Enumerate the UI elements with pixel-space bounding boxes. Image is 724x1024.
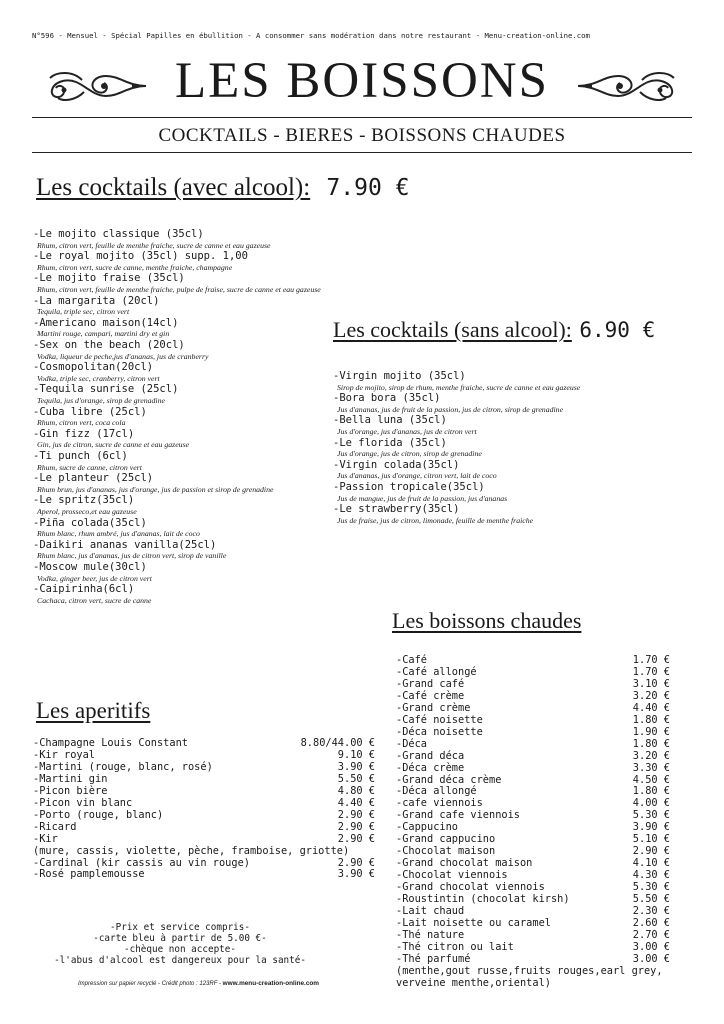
price-row-price: 5.50 € — [632, 893, 670, 906]
menu-item-description: Sirop de mojito, sirop de rhum, menthe fraiche, sucre de canne et eau gazeuse — [337, 382, 581, 392]
menu-item-name: -Americano maison(14cl) — [33, 316, 179, 329]
menu-item — [333, 437, 580, 459]
menu-item — [33, 450, 321, 472]
note-line: (menthe,gout russe,fruits rouges,earl grey, — [396, 965, 663, 977]
footer-line: -Prix et service compris- — [110, 922, 250, 933]
boissons-chaudes-note — [396, 966, 663, 990]
menu-item — [33, 361, 321, 383]
menu-item-name: -Sex on the beach (20cl) — [33, 339, 185, 352]
menu-item-name: -Virgin colada(35cl) — [333, 458, 460, 471]
price-row-price: 1.90 € — [632, 725, 670, 738]
price-row-name: -Champagne Louis Constant — [33, 737, 188, 749]
price-row-price: 3.30 € — [632, 761, 670, 774]
price-row-name: -Thé nature — [396, 928, 465, 941]
footer-line: -l'abus d'alcool est dangereux pour la santé- — [54, 955, 306, 966]
menu-item-name: -Virgin mojito (35cl) — [333, 370, 466, 382]
price-row-name: -Café — [396, 654, 427, 666]
price-row-price: 2.30 € — [632, 905, 670, 918]
price-row-name: -Déca allongé — [396, 785, 477, 798]
menu-item — [33, 228, 321, 250]
menu-item-name: -La margarita (20cl) — [33, 294, 160, 307]
cocktails-alcool-list — [33, 228, 321, 605]
menu-item — [33, 561, 321, 583]
menu-item — [333, 370, 580, 392]
price-row-name: -cafe viennois — [396, 797, 483, 810]
price-row — [396, 763, 670, 775]
boissons-chaudes-list — [396, 655, 670, 966]
menu-item — [33, 339, 321, 361]
divider-bottom — [32, 152, 692, 153]
price-row-name: -Grand cappucino — [396, 833, 496, 846]
menu-item-name: -Gin fizz (17cl) — [33, 427, 135, 440]
menu-item-description: Jus d'ananas, jus de fruit de la passion, jus de citron, sirop de grenadine — [337, 404, 564, 414]
price-row-name: -Lait noisette ou caramel — [396, 916, 551, 929]
price-row-price: 4.80 € — [337, 784, 375, 797]
price-row-name: -Porto (rouge, blanc) — [33, 808, 164, 821]
menu-item-description: Rhum, citron vert, sucre de canne, menthe fraiche, champagne — [37, 262, 233, 272]
issue-line: N°596 - Mensuel - Spécial Papilles en ébullition - A consommer sans modération dans notre restaurant - Menu-creation-online.com — [32, 31, 590, 40]
price-row-name: -Grand crème — [396, 701, 471, 714]
boissons-chaudes-title: Les boissons chaudes — [392, 608, 582, 633]
menu-item-description: Martini rouge, campari, martini dry et gin — [37, 329, 170, 339]
price-row-price: 3.90 € — [632, 821, 670, 834]
price-row-name: -Thé citron ou lait — [396, 940, 514, 953]
menu-item-name: -Cosmopolitan(20cl) — [33, 361, 154, 374]
menu-item-description: Cachaca, citron vert, sucre de canne — [37, 595, 152, 605]
price-row-name: -Thé parfumé — [396, 952, 471, 965]
menu-item-name: -Bora bora (35cl) — [333, 392, 441, 405]
price-row-name: (mure, cassis, violette, pèche, framboise, griotte) — [33, 844, 350, 857]
price-row-name: -Grand déca crème — [396, 773, 502, 786]
menu-item-description: Jus d'orange, jus de citron, sirop de grenadine — [337, 449, 482, 459]
cocktails-alcool-heading — [36, 174, 410, 202]
boissons-chaudes-heading — [392, 608, 581, 634]
price-row-name: -Picon vin blanc — [33, 796, 133, 809]
menu-item-name: -Moscow mule(30cl) — [33, 561, 147, 574]
price-row-price: 4.10 € — [632, 857, 670, 870]
price-row-name: -Chocolat maison — [396, 845, 496, 858]
price-row — [396, 954, 670, 966]
note-line: verveine menthe,oriental) — [396, 976, 551, 989]
aperitifs-list — [33, 738, 375, 881]
price-row-name: -Café allongé — [396, 665, 477, 678]
menu-item-name: -Le florida (35cl) — [333, 436, 447, 449]
price-row-price: 3.20 € — [632, 749, 670, 762]
footer-line: -carte bleu à partir de 5.00 €- — [93, 933, 267, 944]
footer-line: -chèque non accepte- — [124, 944, 236, 955]
price-row — [33, 786, 375, 798]
price-row-name: -Chocolat viennois — [396, 869, 508, 882]
menu-item-name: -Le spritz(35cl) — [33, 494, 135, 507]
menu-item-description: Rhum, citron vert, feuille de menthe fraiche, pulpe de fraise, sucre de canne et eau gazeuse — [37, 284, 321, 294]
price-row — [396, 751, 670, 763]
menu-item-name: -Le mojito classique (35cl) — [33, 228, 204, 240]
price-row-price: 1.80 € — [632, 737, 670, 750]
menu-item — [33, 472, 321, 494]
menu-item — [33, 428, 321, 450]
price-row-name: -Déca noisette — [396, 725, 483, 738]
price-row-price: 8.80/44.00 € — [300, 737, 375, 749]
aperitifs-title: Les aperitifs — [36, 698, 151, 723]
menu-item-name: -Le strawberry(35cl) — [333, 503, 460, 516]
price-row-price: 3.90 € — [337, 760, 375, 773]
price-row-name: -Rosé pamplemousse — [33, 868, 145, 881]
cocktails-alcool-price: 7.90 € — [326, 175, 410, 201]
menu-item-name: -Passion tropicale(35cl) — [333, 481, 485, 494]
price-row-price: 2.90 € — [337, 832, 375, 845]
aperitifs-heading — [36, 698, 150, 724]
price-row — [33, 834, 375, 846]
menu-item-name: -Tequila sunrise (25cl) — [33, 383, 179, 396]
footer-notes — [30, 922, 330, 966]
price-row-name: -Kir — [33, 832, 58, 845]
price-row-name: -Grand chocolat maison — [396, 857, 533, 870]
price-row-price: 1.70 € — [632, 665, 670, 678]
price-row-name: -Déca crème — [396, 761, 465, 774]
price-row-price: 1.70 € — [632, 654, 670, 666]
menu-item-description: Vodka, ginger beer, jus de citron vert — [37, 573, 152, 583]
menu-item-description: Rhum brun, jus d'ananas, jus d'orange, jus de passion et sirop de grenadine — [37, 484, 274, 494]
price-row-name: -Cappucino — [396, 821, 458, 834]
price-row-price: 3.00 € — [632, 940, 670, 953]
menu-item-name: -Le planteur (25cl) — [33, 472, 154, 485]
cocktails-sans-alcool-list — [333, 370, 580, 525]
menu-item — [33, 583, 321, 605]
price-row-name: -Déca — [396, 737, 427, 750]
price-row — [396, 703, 670, 715]
menu-item-description: Tequila, jus d'orange, sirop de grenadine — [37, 395, 165, 405]
menu-item-description: Jus d'orange, jus d'ananas, jus de citron vert — [337, 426, 477, 436]
price-row-name: -Lait chaud — [396, 905, 465, 918]
menu-item — [33, 539, 321, 561]
menu-item — [33, 406, 321, 428]
price-row-name: -Cardinal (kir cassis au vin rouge) — [33, 856, 250, 869]
price-row-name: -Grand chocolat viennois — [396, 881, 545, 894]
menu-item — [33, 317, 321, 339]
menu-item-description: Jus d'ananas, jus d'orange, citron vert, lait de coco — [337, 471, 497, 481]
price-row-name: -Café noisette — [396, 713, 483, 726]
price-row-price: 2.70 € — [632, 928, 670, 941]
price-row-price: 2.60 € — [632, 916, 670, 929]
price-row-price: 1.80 € — [632, 713, 670, 726]
menu-item-description: Rhum blanc, rhum ambré, jus d'ananas, lait de coco — [37, 529, 200, 539]
menu-item-name: -Piña colada(35cl) — [33, 516, 147, 529]
price-row-price: 2.90 € — [632, 845, 670, 858]
website-link[interactable]: www.menu-creation-online.com — [222, 980, 319, 987]
menu-item-description: Rhum, sucre de canne, citron vert — [37, 462, 142, 472]
price-row-price: 4.00 € — [632, 797, 670, 810]
menu-item — [33, 383, 321, 405]
price-row-price: 4.40 € — [632, 701, 670, 714]
price-row-price: 3.20 € — [632, 689, 670, 702]
price-row — [396, 715, 670, 727]
price-row-price: 2.90 € — [337, 820, 375, 833]
price-row-name: -Ricard — [33, 820, 77, 833]
menu-item-name: -Daikiri ananas vanilla(25cl) — [33, 538, 217, 551]
price-row-price: 5.50 € — [337, 772, 375, 785]
price-row — [33, 798, 375, 810]
price-row-name: -Grand cafe viennois — [396, 809, 520, 822]
menu-item-description: Tequila, triple sec, citron vert — [37, 307, 130, 317]
page-title: LES BOISSONS — [174, 53, 549, 109]
price-row — [33, 846, 375, 858]
menu-item-name: -Ti punch (6cl) — [33, 450, 128, 463]
print-credit-text: Impression sur papier recyclé - Crédit photo : 123RF - — [78, 981, 221, 987]
price-row — [396, 739, 670, 751]
menu-item-description: Aperol, prosseco,et eau gazeuse — [37, 506, 137, 516]
menu-item — [333, 503, 580, 525]
price-row — [33, 822, 375, 834]
menu-item-name: -Le mojito fraise (35cl) — [33, 272, 185, 285]
price-row-price: 2.90 € — [337, 808, 375, 821]
price-row-price: 4.40 € — [337, 796, 375, 809]
menu-item — [33, 517, 321, 539]
menu-item-name: -Caipirinha(6cl) — [33, 583, 135, 596]
price-row-price: 5.30 € — [632, 881, 670, 894]
price-row-name: -Kir royal — [33, 748, 95, 761]
price-row-name: -Café crème — [396, 689, 465, 702]
cocktails-sans-alcool-heading — [333, 317, 655, 343]
price-row-price: 5.30 € — [632, 809, 670, 822]
price-row-price: 2.90 € — [337, 856, 375, 869]
print-credit — [78, 980, 319, 987]
menu-item-name: -Le royal mojito (35cl) supp. 1,00 — [33, 250, 248, 263]
menu-item-description: Rhum, citron vert, coca cola — [37, 418, 126, 428]
menu-item — [333, 392, 580, 414]
cocktails-alcool-title: Les cocktails (avec alcool): — [36, 174, 311, 201]
menu-item — [33, 250, 321, 272]
price-row-name: -Grand café — [396, 677, 465, 690]
price-row — [33, 869, 375, 881]
price-row-name: -Grand déca — [396, 749, 465, 762]
page-subtitle: COCKTAILS - BIERES - BOISSONS CHAUDES — [158, 125, 566, 146]
price-row-price: 3.10 € — [632, 677, 670, 690]
menu-item-description: Jus de mangue, jus de fruit de la passion, jus d'ananas — [337, 493, 508, 503]
menu-item — [333, 459, 580, 481]
menu-item-name: -Bella luna (35cl) — [333, 414, 447, 427]
cocktails-sans-alcool-title: Les cocktails (sans alcool): — [333, 317, 572, 342]
price-row-name: -Martini (rouge, blanc, rosé) — [33, 760, 213, 773]
menu-item-description: Vodka, triple sec, cranberry, citron vert — [37, 373, 160, 383]
price-row-name: -Roustintin (chocolat kirsh) — [396, 893, 570, 906]
price-row-price: 5.10 € — [632, 833, 670, 846]
menu-item-description: Gin, jus de citron, sucre de canne et eau gazeuse — [37, 440, 190, 450]
menu-item-name: -Cuba libre (25cl) — [33, 405, 147, 418]
price-row-price: 3.00 € — [632, 952, 670, 965]
divider-top — [32, 117, 692, 118]
menu-item — [333, 481, 580, 503]
menu-item-description: Jus de fraise, jus de citron, limonade, feuille de menthe fraiche — [337, 515, 534, 525]
cocktails-sans-alcool-price: 6.90 € — [579, 318, 656, 342]
menu-item — [33, 295, 321, 317]
menu-item — [33, 494, 321, 516]
price-row-price: 4.50 € — [632, 773, 670, 786]
menu-item — [33, 272, 321, 294]
menu-item-description: Rhum, citron vert, feuille de menthe fraiche, sucre de canne et eau gazeuse — [37, 240, 271, 250]
price-row-price: 1.80 € — [632, 785, 670, 798]
price-row-price: 9.10 € — [337, 748, 375, 761]
price-row — [396, 727, 670, 739]
price-row-price: 3.90 € — [337, 868, 375, 881]
price-row-name: -Martini gin — [33, 772, 108, 785]
price-row — [33, 810, 375, 822]
menu-item-description: Rhum blanc, jus d'ananas, jus de citron vert, sirop de vanille — [37, 551, 227, 561]
menu-item-description: Vodka, liqueur de peche,jus d'ananas, jus de cranberry — [37, 351, 209, 361]
price-row-name: -Picon bière — [33, 784, 108, 797]
price-row-price: 4.30 € — [632, 869, 670, 882]
menu-item — [333, 414, 580, 436]
